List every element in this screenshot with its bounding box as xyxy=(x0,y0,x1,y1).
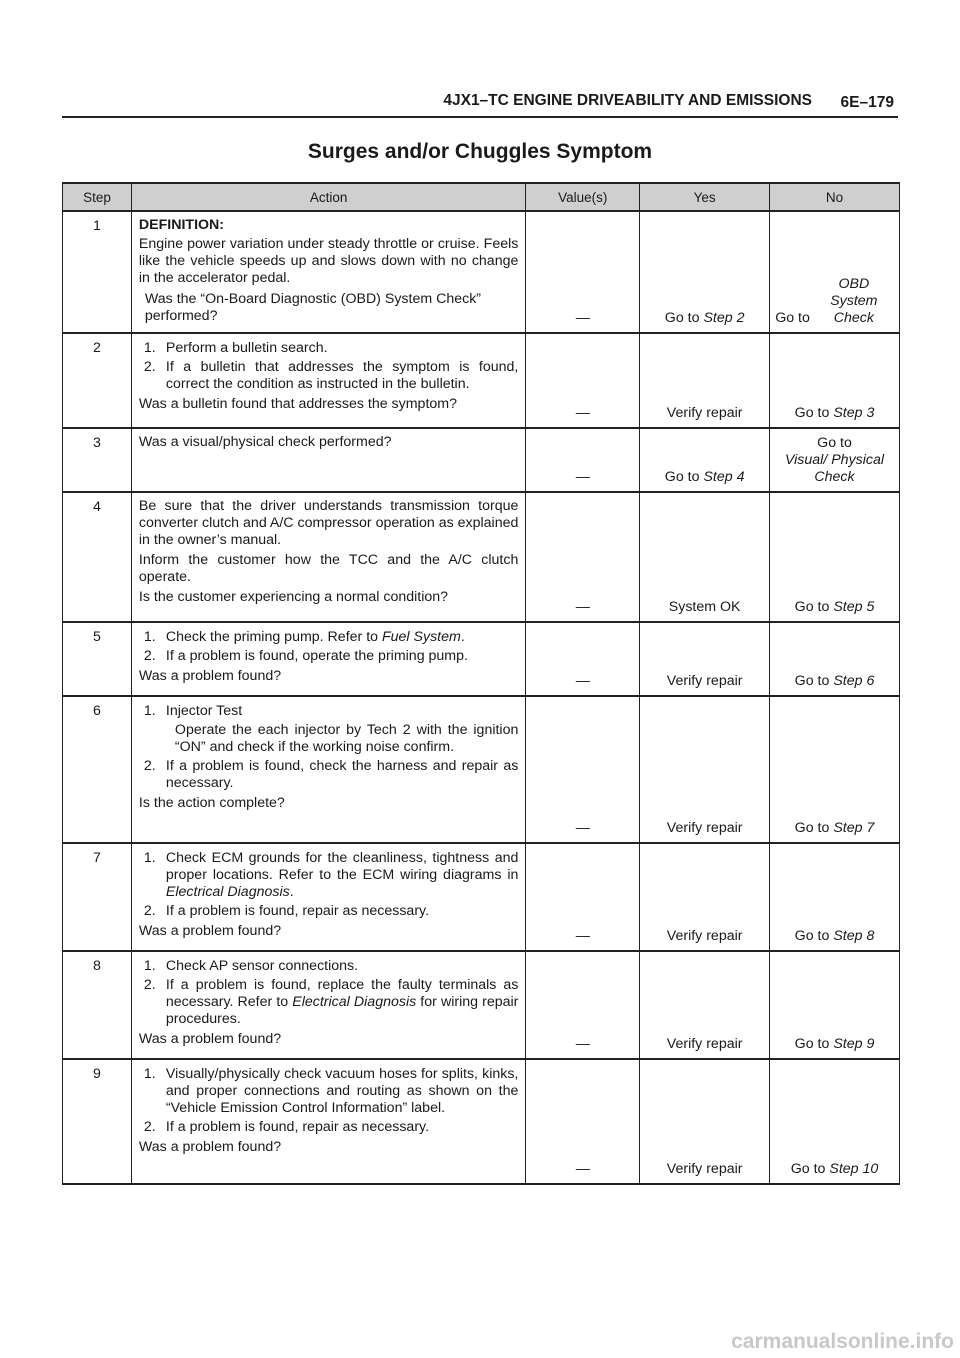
list-item: 1. Check the priming pump. Refer to Fuel System. xyxy=(143,629,465,645)
col-header-step: Step xyxy=(63,183,132,211)
col-header-no: No xyxy=(770,183,900,211)
no-cell xyxy=(770,1059,900,1184)
yes-cell: Verify repair xyxy=(640,1059,770,1184)
no-link[interactable]: Visual/ Physical Check xyxy=(784,452,885,485)
col-header-action: Action xyxy=(131,183,525,211)
question-text: Is the customer experiencing a normal condition? xyxy=(138,589,449,605)
table-row xyxy=(63,333,900,428)
list-item: 2. If a problem is found, replace the faulty terminals as necessary. Refer to Electrical Diagnosis for wiring repair procedures. xyxy=(143,977,519,1027)
yes-cell: Verify repair xyxy=(640,333,770,428)
no-link[interactable]: Step 5 xyxy=(833,599,875,615)
question-text: Was a problem found? xyxy=(138,668,282,684)
yes-link[interactable]: Step 4 xyxy=(703,469,745,485)
action-cell xyxy=(131,696,525,843)
item-text: Injector Test xyxy=(165,703,243,719)
question-text: Was a problem found? xyxy=(138,1139,282,1155)
no-prefix: Go to xyxy=(794,928,834,944)
value-cell: — xyxy=(526,428,640,492)
action-cell xyxy=(131,1059,525,1184)
question-text: Was a bulletin found that addresses the symptom? xyxy=(138,396,457,412)
yes-prefix: Go to xyxy=(664,469,704,485)
step-number: 6 xyxy=(63,696,132,843)
sub-item-text: Operate the each injector by Tech 2 with the ignition “ON” and check if the working noise confirm. xyxy=(174,722,519,755)
value-cell: — xyxy=(526,843,640,951)
paragraph-text: Inform the customer how the TCC and the A/C clutch operate. xyxy=(138,552,519,585)
list-item: 2. If a problem is found, check the harness and repair as necessary. xyxy=(143,758,519,791)
table-row xyxy=(63,428,900,492)
yes-cell: Verify repair xyxy=(640,622,770,696)
list-item: 2. If a bulletin that addresses the symptom is found, correct the condition as instructed in the bulletin. xyxy=(143,359,519,392)
no-cell xyxy=(770,333,900,428)
no-link[interactable]: Step 8 xyxy=(833,928,875,944)
item-text: If a problem is found, replace the faulty terminals as necessary. Refer to xyxy=(165,977,519,1010)
item-text: If a bulletin that addresses the symptom is found, correct the condition as instructed in the bulletin. xyxy=(165,359,519,392)
item-text: If a problem is found, repair as necessary. xyxy=(165,903,430,919)
no-cell xyxy=(770,951,900,1059)
page-number: 6E–179 xyxy=(840,94,894,111)
no-prefix: Go to xyxy=(817,435,852,451)
no-prefix: Go to xyxy=(775,310,814,326)
yes-link[interactable]: Step 2 xyxy=(703,310,745,326)
table-row xyxy=(63,492,900,622)
no-prefix: Go to xyxy=(794,599,834,615)
item-text: If a problem is found, operate the priming pump. xyxy=(165,648,468,664)
action-cell xyxy=(131,843,525,951)
value-cell: — xyxy=(526,211,640,333)
step-number: 4 xyxy=(63,492,132,622)
item-text: Visually/physically check vacuum hoses for splits, kinks, and proper connections and routing as shown on the “Vehicle Emission Control Information” label. xyxy=(165,1066,519,1116)
no-cell xyxy=(770,622,900,696)
col-header-values: Value(s) xyxy=(526,183,640,211)
no-cell xyxy=(770,211,900,333)
reference-link[interactable]: Electrical Diagnosis xyxy=(165,884,290,900)
no-prefix: Go to xyxy=(794,820,834,836)
no-prefix: Go to xyxy=(794,1036,834,1052)
value-cell: — xyxy=(526,1059,640,1184)
step-number: 2 xyxy=(63,333,132,428)
item-text: Check the priming pump. Refer to xyxy=(165,629,382,645)
no-prefix: Go to xyxy=(790,1161,830,1177)
value-cell: — xyxy=(526,951,640,1059)
item-text: If a problem is found, check the harness and repair as necessary. xyxy=(165,758,519,791)
list-item: 1. Visually/physically check vacuum hoses for splits, kinks, and proper connections and routing as shown on the “Vehicle Emission Control Information” label. xyxy=(143,1066,519,1116)
list-item: 1. Injector Test xyxy=(139,703,518,720)
table-row xyxy=(63,696,900,843)
no-link[interactable]: Step 10 xyxy=(829,1161,879,1177)
table-row xyxy=(63,1059,900,1184)
step-number: 7 xyxy=(63,843,132,951)
yes-cell: Verify repair xyxy=(640,951,770,1059)
definition-text: Engine power variation under steady throttle or cruise. Feels like the vehicle speeds up and slows down with no change in the accelerator pedal. xyxy=(138,236,519,286)
no-link[interactable]: Step 6 xyxy=(833,673,875,689)
no-prefix: Go to xyxy=(794,673,834,689)
item-text: Perform a bulletin search. xyxy=(165,340,328,356)
yes-prefix: Go to xyxy=(664,310,704,326)
reference-link[interactable]: Electrical Diagnosis xyxy=(292,994,417,1010)
table-header-row xyxy=(63,183,900,211)
reference-link[interactable]: Fuel System xyxy=(381,629,461,645)
step-number: 1 xyxy=(63,211,132,333)
value-cell: — xyxy=(526,622,640,696)
diagnostic-table xyxy=(62,182,900,1185)
header-title: 4JX1–TC ENGINE DRIVEABILITY AND EMISSIONS xyxy=(443,92,812,109)
paragraph-text: Be sure that the driver understands transmission torque converter clutch and A/C compressor operation as explained in the owner’s manual. xyxy=(138,498,519,548)
table-row xyxy=(63,211,900,333)
no-cell xyxy=(770,843,900,951)
no-cell xyxy=(770,492,900,622)
value-cell: — xyxy=(526,333,640,428)
no-link[interactable]: Step 9 xyxy=(833,1036,875,1052)
value-cell: — xyxy=(526,492,640,622)
question-text: Is the action complete? xyxy=(138,795,285,811)
page-header xyxy=(62,88,898,118)
list-item: 2. If a problem is found, operate the priming pump. xyxy=(139,648,518,665)
yes-cell: Verify repair xyxy=(640,843,770,951)
no-prefix: Go to xyxy=(794,405,834,421)
step-number: 5 xyxy=(63,622,132,696)
step-number: 3 xyxy=(63,428,132,492)
table-row xyxy=(63,843,900,951)
question-text: Was a problem found? xyxy=(138,1031,282,1047)
action-cell xyxy=(131,211,525,333)
document-title: Surges and/or Chuggles Symptom xyxy=(307,140,653,163)
item-text: Check ECM grounds for the cleanliness, tightness and proper locations. Refer to the ECM wiring diagrams in xyxy=(165,850,519,883)
no-link[interactable]: OBD System Check xyxy=(830,276,878,326)
item-text: Check AP sensor connections. xyxy=(165,958,359,974)
yes-cell xyxy=(640,428,770,492)
watermark: carmanualsonline.info xyxy=(731,1330,954,1353)
item-text: for wiring repair procedures. xyxy=(165,994,519,1027)
question-text: Was a visual/physical check performed? xyxy=(138,434,392,450)
action-cell xyxy=(131,492,525,622)
table-row xyxy=(63,622,900,696)
list-item: 1. Check ECM grounds for the cleanliness, tightness and proper locations. Refer to the ECM wiring diagrams in Electrical Diagnosis. xyxy=(143,850,519,900)
action-cell xyxy=(131,951,525,1059)
no-link[interactable]: Step 7 xyxy=(833,820,875,836)
question-text: Was a problem found? xyxy=(138,923,282,939)
list-item: 1. Perform a bulletin search. xyxy=(139,340,518,357)
definition-label: DEFINITION: xyxy=(138,217,225,233)
step-number: 8 xyxy=(63,951,132,1059)
list-item: 1. Check AP sensor connections. xyxy=(139,958,518,975)
yes-cell: System OK xyxy=(640,492,770,622)
question-text: Was the “On-Board Diagnostic (OBD) System Check” performed? xyxy=(144,291,482,324)
table-row xyxy=(63,951,900,1059)
step-number: 9 xyxy=(63,1059,132,1184)
yes-cell xyxy=(640,211,770,333)
no-link[interactable]: Step 3 xyxy=(833,405,875,421)
action-cell xyxy=(131,333,525,428)
list-item: 2. If a problem is found, repair as necessary. xyxy=(139,903,518,920)
item-text: If a problem is found, repair as necessary. xyxy=(165,1119,430,1135)
action-cell xyxy=(131,622,525,696)
list-item: 2. If a problem is found, repair as necessary. xyxy=(139,1119,518,1136)
no-cell xyxy=(770,696,900,843)
no-cell xyxy=(770,428,900,492)
value-cell: — xyxy=(526,696,640,843)
col-header-yes: Yes xyxy=(640,183,770,211)
action-cell xyxy=(131,428,525,492)
yes-cell: Verify repair xyxy=(640,696,770,843)
